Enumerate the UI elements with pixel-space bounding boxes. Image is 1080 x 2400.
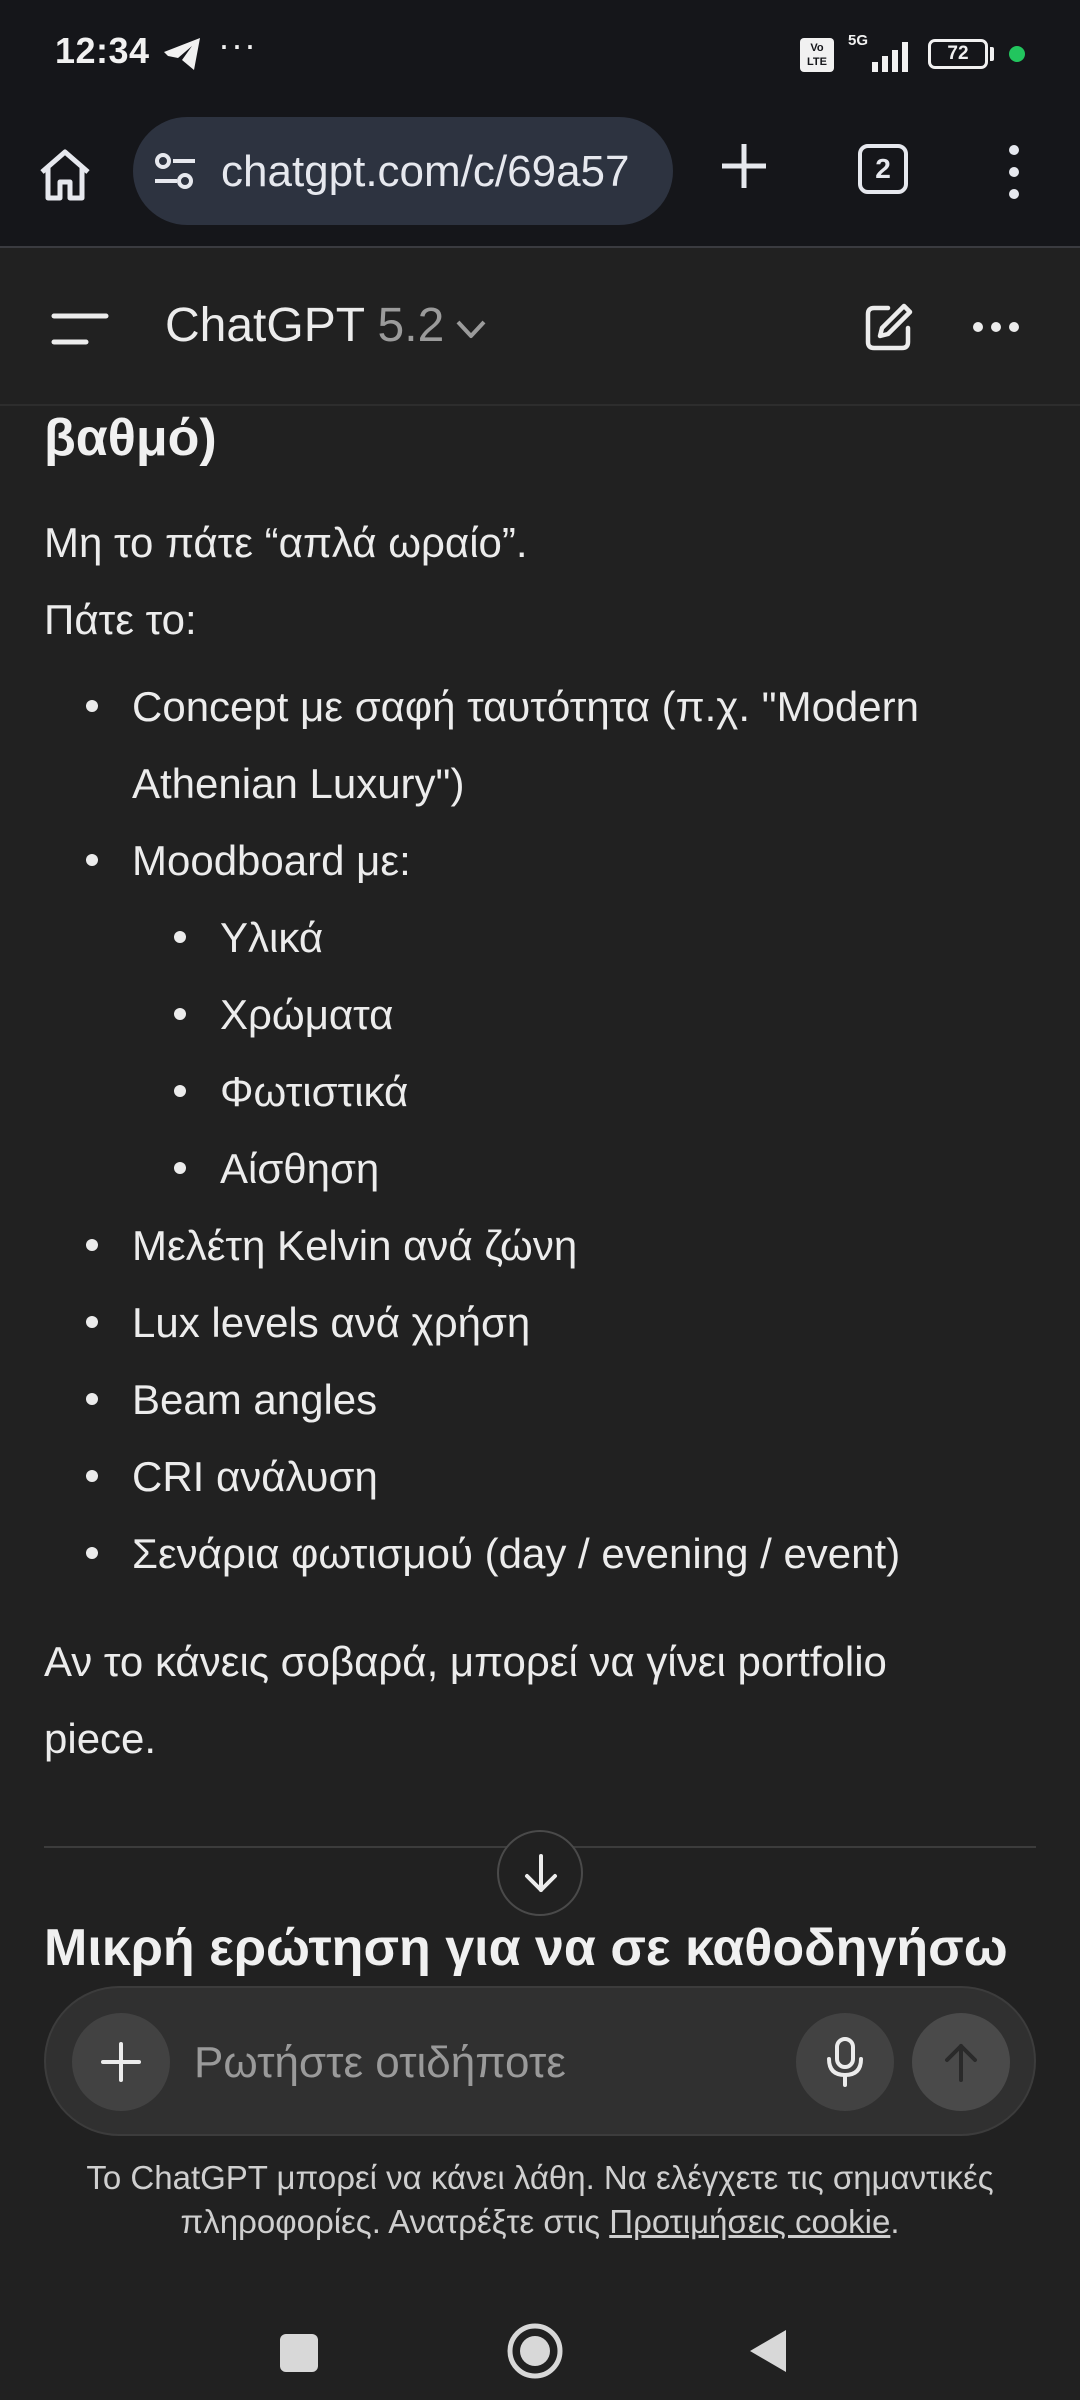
clock: 12:34 — [55, 30, 150, 71]
prompt-input[interactable] — [192, 2028, 772, 2098]
signal-icon — [870, 38, 916, 72]
plus-icon — [99, 2040, 143, 2084]
more-notifications-icon: ··· — [218, 24, 257, 65]
list-item: CRI ανάλυση — [132, 1438, 378, 1515]
list-item: Lux levels ανά χρήση — [132, 1284, 530, 1361]
arrow-up-icon — [941, 2040, 981, 2084]
scroll-to-bottom-button[interactable] — [497, 1830, 583, 1916]
list-item: Moodboard με: — [132, 822, 411, 899]
message-paragraph: Πάτε το: — [44, 596, 197, 643]
battery-icon: 72 — [928, 39, 988, 69]
list-item: Σενάρια φωτισμού (day / evening / event) — [132, 1515, 900, 1592]
model-selector[interactable] — [165, 298, 444, 353]
new-tab-icon[interactable] — [714, 136, 774, 196]
arrow-down-icon — [519, 1852, 563, 1896]
list-item: Μελέτη Kelvin ανά ζώνη — [132, 1207, 577, 1284]
home-icon[interactable] — [36, 146, 94, 204]
back-button[interactable] — [746, 2326, 790, 2376]
url-text[interactable]: chatgpt.com/c/69a57 — [221, 147, 630, 196]
privacy-indicator-dot — [1009, 46, 1025, 62]
message-heading: Μικρή ερώτηση για να σε καθοδηγήσω — [44, 1919, 1008, 1977]
model-version: 5.2 — [377, 299, 445, 352]
composer — [44, 1986, 1036, 2136]
status-bar — [0, 0, 1080, 108]
message-heading: βαθμό) — [44, 409, 217, 467]
send-button[interactable] — [912, 2013, 1010, 2111]
chat-message-area — [0, 408, 1080, 1988]
home-button[interactable] — [506, 2322, 564, 2380]
telegram-icon — [162, 36, 204, 72]
chat-header — [0, 250, 1080, 406]
model-name: ChatGPT — [165, 299, 365, 352]
disclaimer: Το ChatGPT μπορεί να κάνει λάθη. Να ελέγχετε τις σημαντικές πληροφορίες. Ανατρέξτε στις Προτιμήσεις cookie. — [86, 2159, 994, 2240]
browser-menu-icon[interactable] — [994, 142, 1034, 202]
volte-icon: Vo LTE — [800, 38, 834, 72]
cookie-preferences-link[interactable]: Προτιμήσεις cookie — [609, 2203, 891, 2240]
address-bar[interactable] — [133, 117, 673, 225]
recents-button[interactable] — [280, 2334, 318, 2372]
system-navigation-bar — [0, 2280, 1080, 2400]
sidebar-menu-icon[interactable] — [50, 306, 110, 352]
more-options-icon[interactable] — [972, 310, 1020, 344]
message-paragraph: Αν το κάνεις σοβαρά, μπορεί να γίνει portfolio — [44, 1638, 887, 1685]
list-item: Υλικά — [220, 899, 323, 976]
voice-input-button[interactable] — [796, 2013, 894, 2111]
microphone-icon — [825, 2035, 865, 2089]
chevron-down-icon[interactable] — [454, 316, 488, 342]
list-item: Αίσθηση — [220, 1130, 379, 1207]
list-item: Beam angles — [132, 1361, 377, 1438]
network-type: 5G — [848, 32, 869, 49]
message-paragraph: Μη το πάτε “απλά ωραίο”. — [44, 519, 528, 566]
attach-button[interactable] — [72, 2013, 170, 2111]
list-item: Concept με σαφή ταυτότητα (π.χ. "Modern Athenian Luxury") — [132, 668, 919, 822]
message-paragraph: piece. — [44, 1715, 157, 1762]
site-settings-icon[interactable] — [153, 151, 197, 191]
list-item: Χρώματα — [220, 976, 393, 1053]
tab-switcher-button[interactable]: 2 — [858, 144, 908, 194]
new-chat-icon[interactable] — [862, 300, 916, 354]
list-item: Φωτιστικά — [220, 1053, 408, 1130]
battery-tip — [990, 47, 994, 61]
browser-toolbar — [0, 108, 1080, 248]
